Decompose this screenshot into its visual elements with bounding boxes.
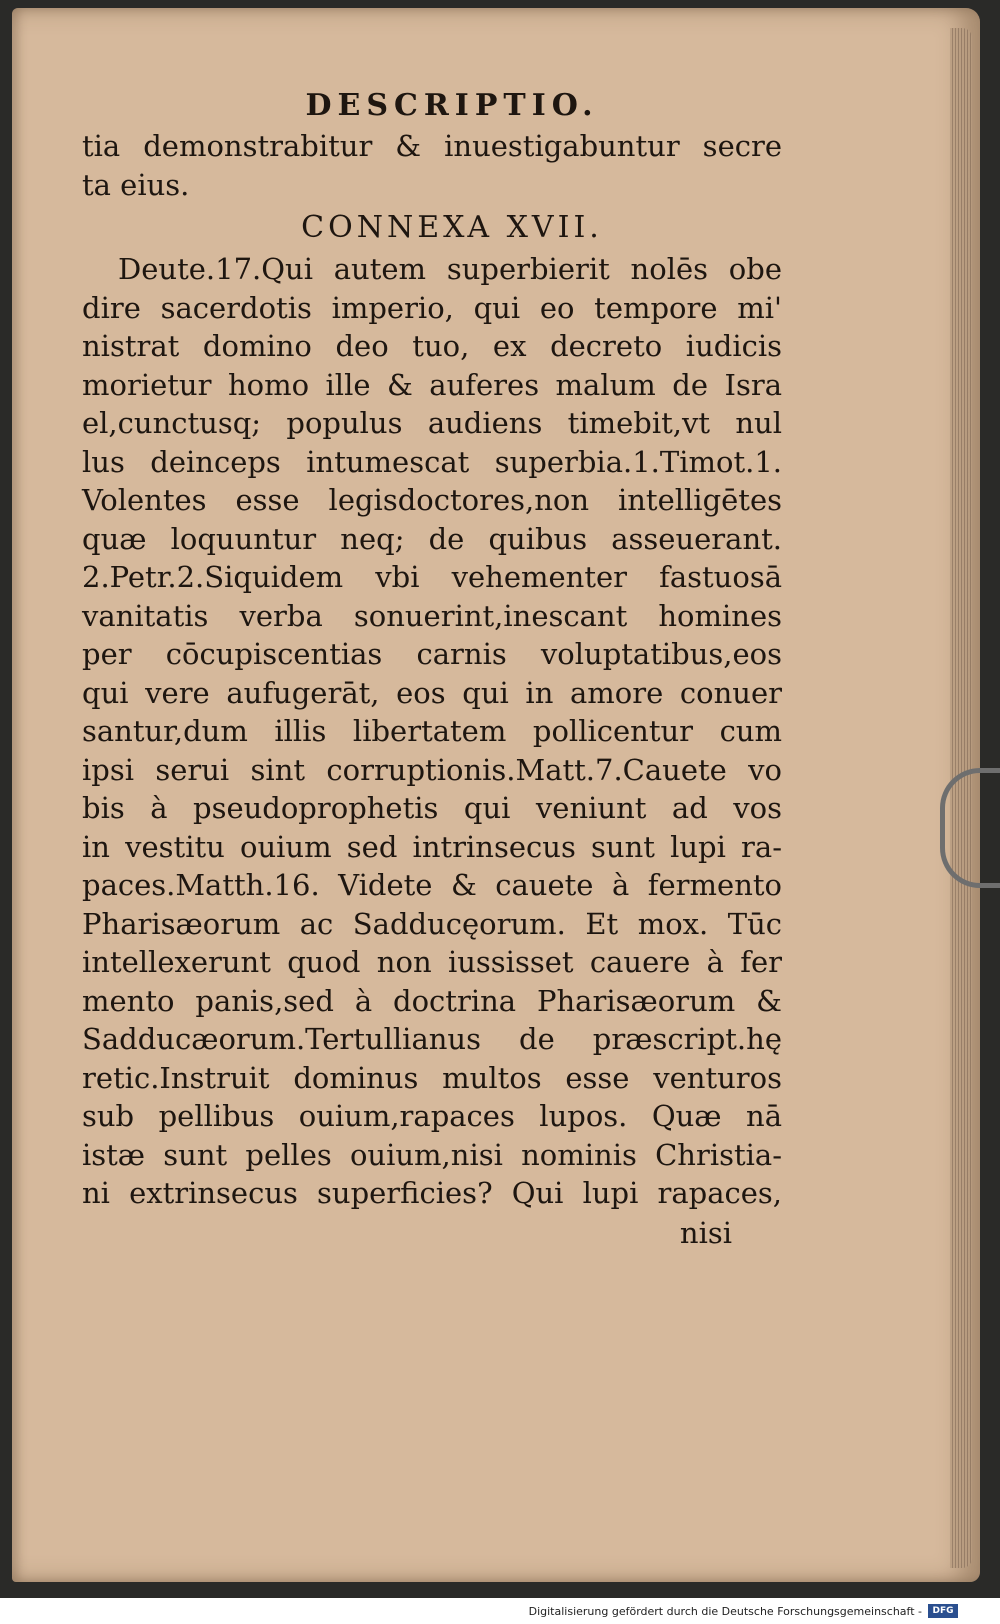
book-clasp [940, 768, 1000, 888]
text-line: per cōcupiscentias carnis voluptatibus,eos [82, 637, 782, 671]
text-line: ta eius. [82, 167, 190, 202]
text-line: Sadducæorum.Tertullianus de præscript.hę [82, 1022, 782, 1056]
text-line: Volentes esse legisdoctores,non intelligētes [82, 483, 782, 517]
text-line: tia demonstrabitur & inuestigabuntur secre [82, 129, 782, 163]
funding-credit: Digitalisierung gefördert durch die Deutsche Forschungsgemeinschaft - [528, 1605, 922, 1618]
text-line: ipsi serui sint corruptionis.Matt.7.Cauete vo [82, 752, 782, 787]
text-line: qui vere aufugerāt, eos qui in amore conuer [82, 675, 782, 710]
text-line: sub pellibus ouium,rapaces lupos. Quæ nā [82, 1099, 782, 1133]
text-line: nistrat domino deo tuo, ex decreto iudicis [82, 329, 782, 363]
text-line: istæ sunt pelles ouium,nisi nominis Christia- [82, 1137, 782, 1172]
text-line: ni extrinsecus superficies? Qui lupi rapaces, [82, 1176, 782, 1210]
catchword: nisi [679, 1215, 732, 1250]
running-head: DESCRIPTIO. [305, 88, 599, 123]
text-line: dire sacerdotis imperio, qui eo tempore mi' [82, 290, 782, 325]
text-line: in vestitu ouium sed intrinsecus sunt lupi ra- [82, 829, 782, 864]
text-line: Pharisæorum ac Sadducęorum. Et mox. Tūc [82, 906, 782, 941]
text-line: el,cunctusq; populus audiens timebit,vt nul [82, 406, 782, 440]
text-line: morietur homo ille & auferes malum de Isra [82, 367, 782, 402]
dfg-logo: DFG [928, 1604, 958, 1618]
text-line: mento panis,sed à doctrina Pharisæorum & [82, 983, 782, 1018]
text-line: bis à pseudoprophetis qui veniunt ad vos [82, 791, 782, 825]
text-line: santur,dum illis libertatem pollicentur cum [82, 714, 782, 748]
text-line: vanitatis verba sonuerint,inescant homines [82, 598, 782, 633]
page-text [82, 88, 782, 1253]
text-line: 2.Petr.2.Siquidem vbi vehementer fastuosā [82, 560, 782, 594]
text-line: paces.Matth.16. Videte & cauete à fermento [82, 868, 782, 902]
text-line: retic.Instruit dominus multos esse venturos [82, 1060, 782, 1095]
section-title: CONNEXA XVII. [301, 210, 603, 245]
text-line: Deute.17.Qui autem superbierit nolēs obe [118, 252, 782, 286]
text-line: lus deinceps intumescat superbia.1.Timot.1. [82, 444, 782, 479]
digitization-footer [0, 1598, 1000, 1624]
text-line: quæ loquuntur neq; de quibus asseuerant. [82, 521, 782, 556]
text-line: intellexerunt quod non iussisset cauere à fer [82, 945, 782, 979]
